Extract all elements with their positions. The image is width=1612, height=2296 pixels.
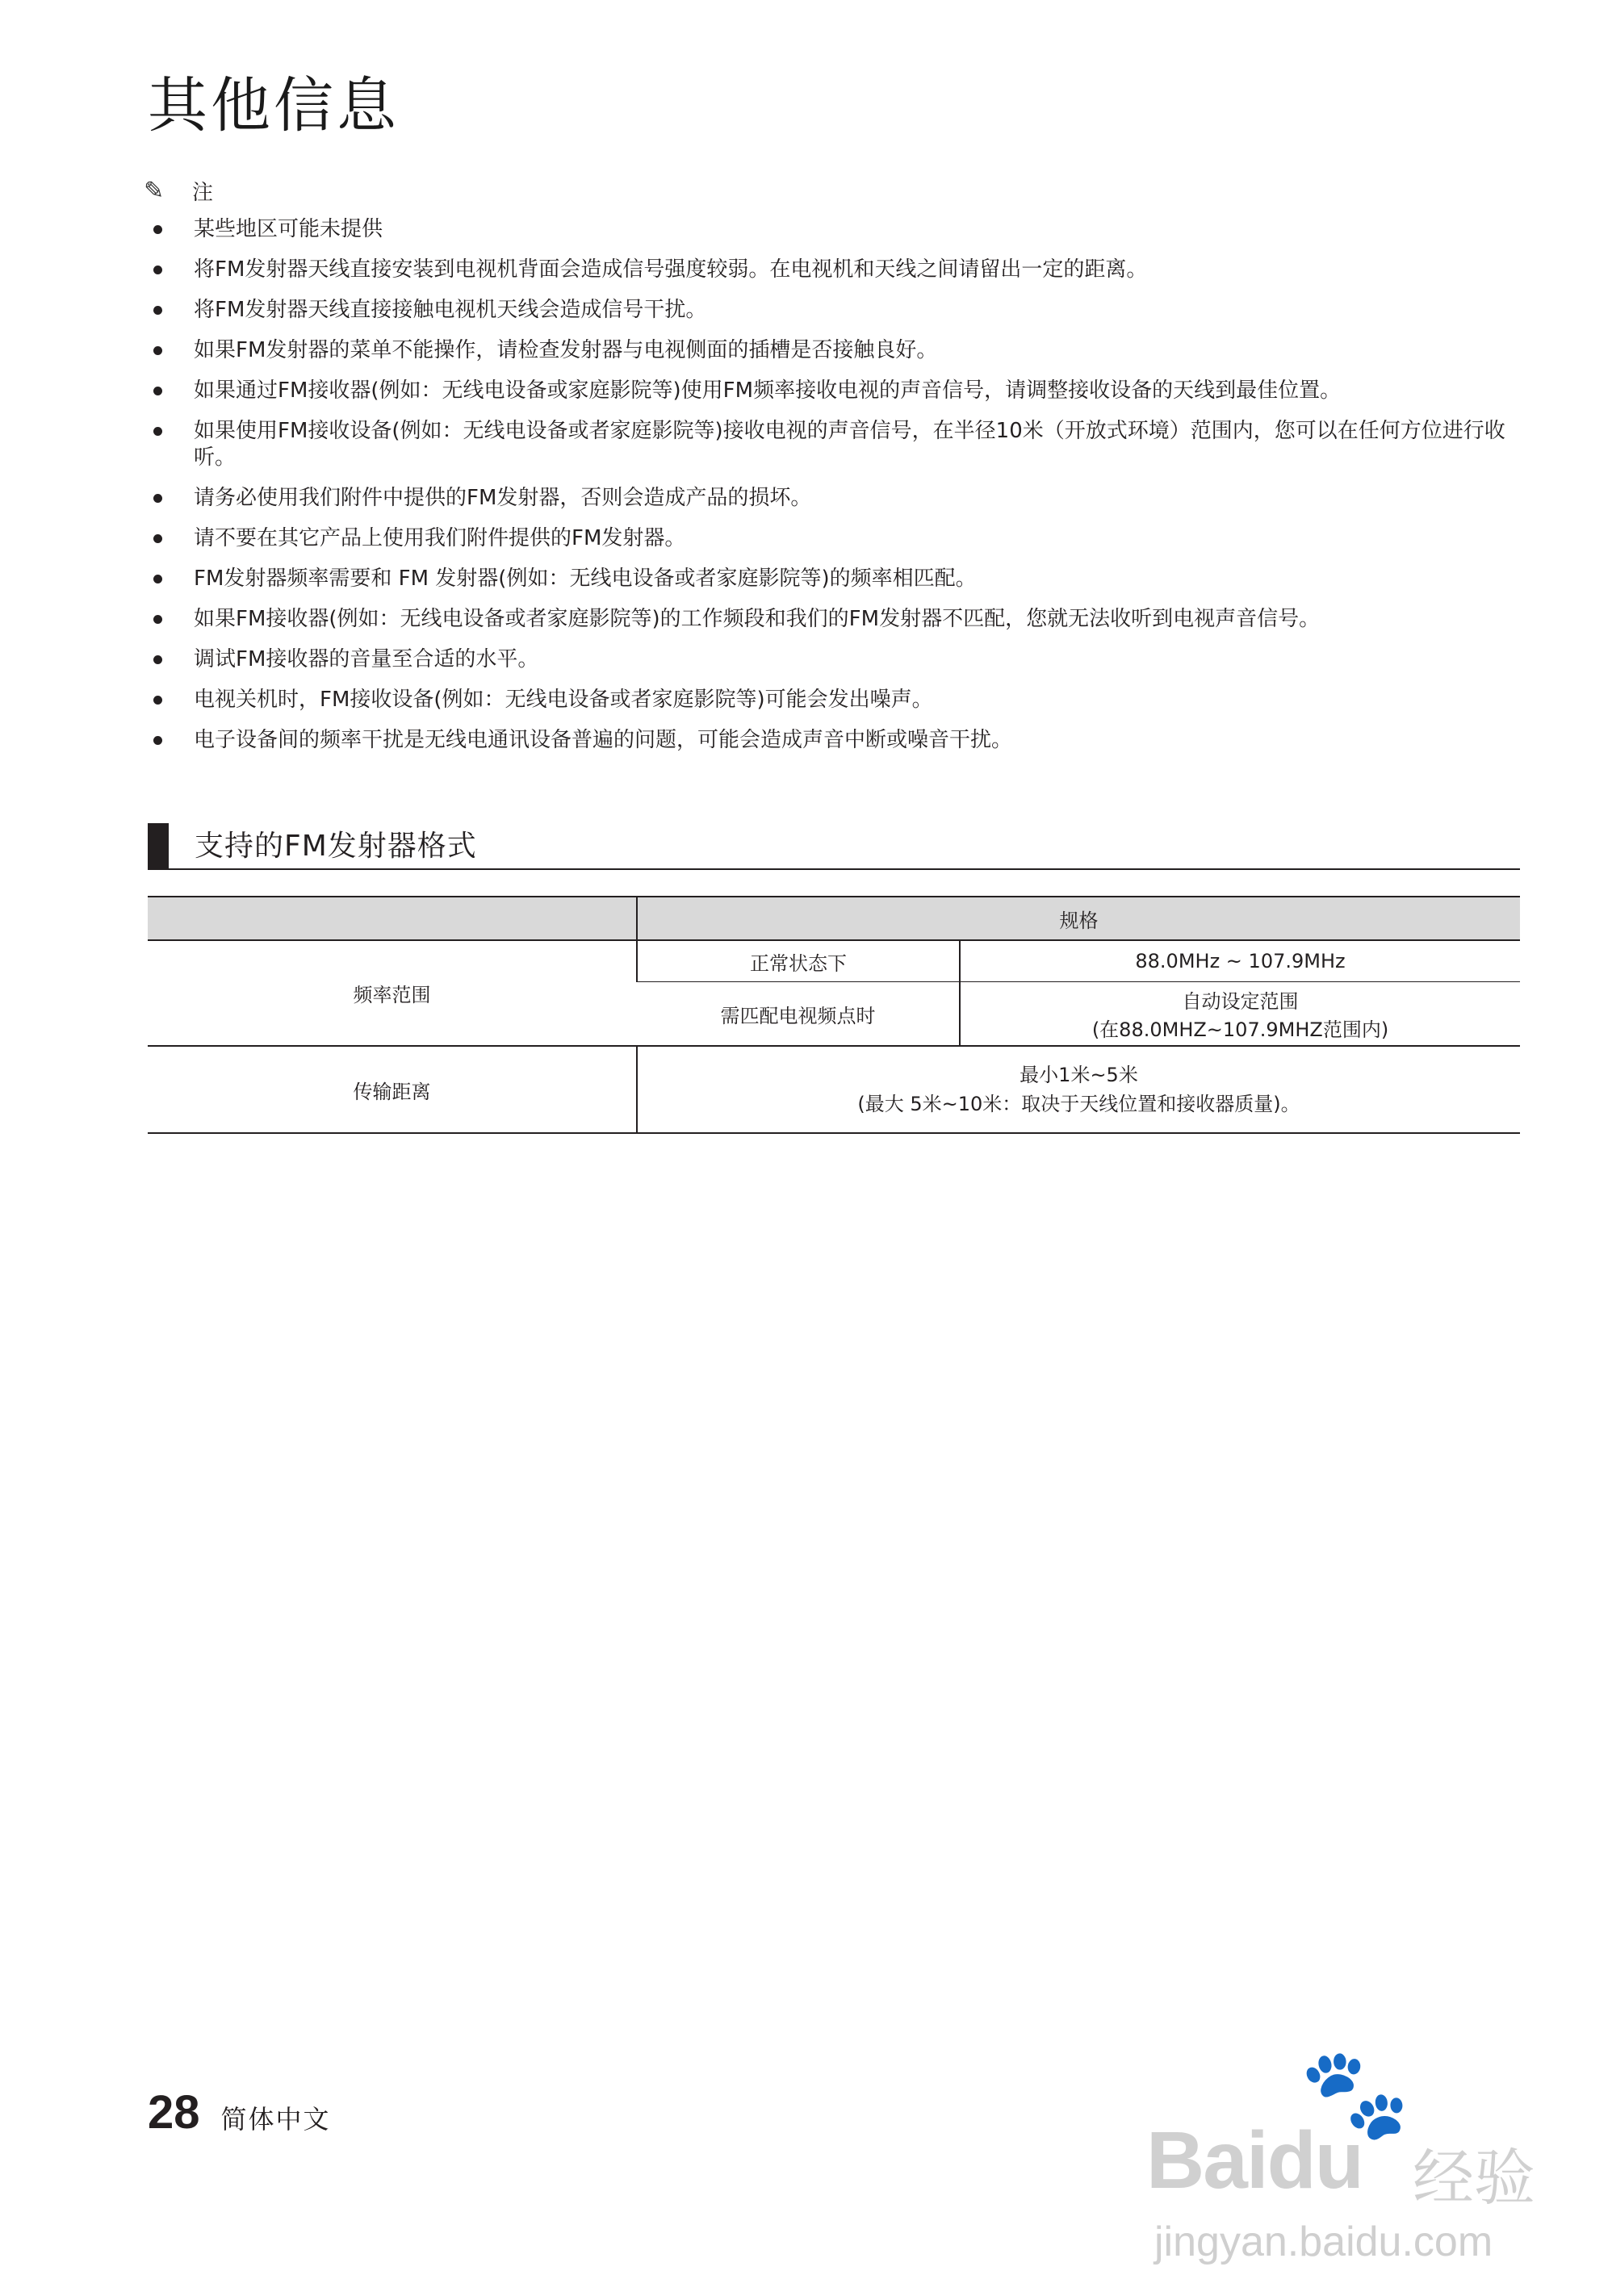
list-item-text: 如果通过FM接收器(例如：无线电设备或家庭影院等)使用FM频率接收电视的声音信号，请调整接收设备的天线到最佳位置。 [194,378,1342,403]
list-item [153,525,1526,552]
list-item-text: 将FM发射器天线直接接触电视机天线会造成信号干扰。 [194,298,707,322]
bullet-icon [153,575,162,583]
list-item-text: 请不要在其它产品上使用我们附件提供的FM发射器。 [194,526,686,550]
list-item [153,378,1526,404]
match-value-cell [960,982,1520,1047]
page-title: 其他信息 [148,71,400,140]
bullet-icon [153,534,162,543]
list-item-text: 电视关机时，FM接收设备(例如：无线电设备或者家庭影院等)可能会发出噪声。 [194,688,933,712]
bullet-icon [153,387,162,395]
list-item [153,606,1526,633]
section-heading [148,817,1520,870]
bullet-icon [153,494,162,503]
paw-icon: 🐾 [1300,2042,1410,2145]
list-item [153,216,1526,243]
list-item-text: 某些地区可能未提供 [194,217,383,241]
list-item-text: 电子设备间的频率干扰是无线电通讯设备普遍的问题，可能会造成声音中断或噪音干扰。 [194,728,1013,752]
list-item [153,646,1526,673]
list-item [153,297,1526,324]
list-item [153,257,1526,283]
section-title: 支持的FM发射器格式 [195,830,477,863]
page-number: 28 [148,2086,200,2139]
note-list [153,216,1526,767]
bullet-icon [153,615,162,624]
dist-value-cell [637,1046,1520,1133]
section-bar-icon [148,823,169,868]
watermark-sub: 经验 [1413,2142,1535,2214]
bullet-icon [153,427,162,436]
watermark-url: jingyan.baidu.com [1154,2219,1493,2265]
bullet-icon [153,736,162,745]
bullet-icon [153,696,162,705]
bullet-icon [153,655,162,664]
list-item [153,418,1526,471]
pencil-icon: ✎ [144,177,165,205]
table-row [148,1046,1520,1133]
header-blank-cell [148,897,637,940]
dist-label-cell: 传输距离 [148,1046,637,1133]
list-item-text: 如果使用FM接收设备(例如：无线电设备或者家庭影院等)接收电视的声音信号，在半径10米（开放式环境）范围内，您可以在任何方位进行收听。 [194,419,1505,470]
normal-value-cell: 88.0MHz ~ 107.9MHz [960,940,1520,982]
match-value-line2: (在88.0MHZ~107.9MHZ范围内) [1091,1018,1389,1041]
match-label-cell: 需匹配电视频点时 [637,982,960,1047]
list-item-text: 如果FM发射器的菜单不能操作，请检查发射器与电视侧面的插槽是否接触良好。 [194,338,938,362]
list-item-text: 如果FM接收器(例如：无线电设备或者家庭影院等)的工作频段和我们的FM发射器不匹配，您就无法收听到电视声音信号。 [194,607,1321,631]
note-label: 注 [192,181,214,205]
normal-label-cell: 正常状态下 [637,940,960,982]
spec-table [148,896,1520,1134]
list-item [153,485,1526,512]
list-item-text: 调试FM接收器的音量至合适的水平。 [194,647,539,671]
freq-label-cell: 频率范围 [148,940,637,1046]
bullet-icon [153,225,162,234]
bullet-icon [153,266,162,274]
table-header-row [148,897,1520,940]
bullet-icon [153,346,162,355]
list-item [153,727,1526,754]
match-value-line1: 自动设定范围 [1182,990,1299,1013]
language-label: 简体中文 [220,2104,331,2135]
list-item-text: 将FM发射器天线直接安装到电视机背面会造成信号强度较弱。在电视机和天线之间请留出一定的距离。 [194,257,1148,282]
dist-value-line2: (最大 5米~10米：取决于天线位置和接收器质量)。 [857,1093,1300,1115]
list-item-text: 请务必使用我们附件中提供的FM发射器，否则会造成产品的损坏。 [194,486,812,510]
list-item [153,337,1526,364]
page-footer [148,2085,331,2139]
list-item [153,566,1526,592]
dist-value-line1: 最小1米~5米 [1020,1064,1138,1086]
list-item [153,687,1526,713]
table-row [148,940,1520,982]
baidu-watermark [1146,2042,1550,2284]
list-item-text: FM发射器频率需要和 FM 发射器(例如：无线电设备或者家庭影院等)的频率相匹配。 [194,567,977,591]
bullet-icon [153,306,162,315]
note-heading [144,176,213,206]
header-spec-cell: 规格 [637,897,1520,940]
watermark-brand: Baidu [1146,2115,1363,2206]
